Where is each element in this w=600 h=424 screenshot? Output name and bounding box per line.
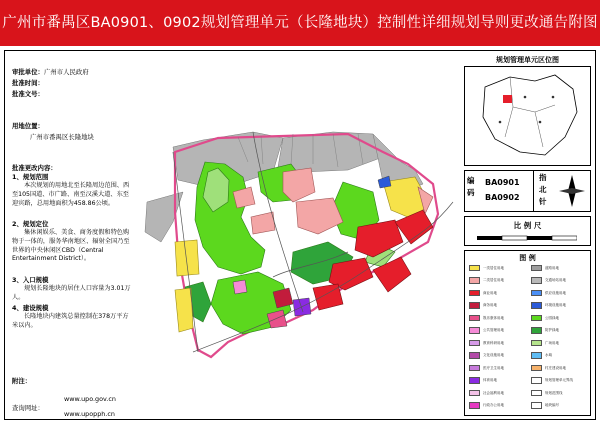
legend-swatch [531, 365, 542, 372]
legend-item [469, 315, 504, 321]
legend-label: 道路用地 [545, 265, 559, 270]
legend-swatch [469, 352, 480, 359]
change-1-text: 本次规划的用地北至长隆周边范围、西至105国道、市广路、南至汉溪大道、东至迎宾路，总用地面积为458.86公顷。 [12, 182, 130, 207]
legend-label: 广场用地 [545, 340, 559, 345]
code-1: BA0901 [485, 178, 520, 187]
legend-swatch [469, 390, 480, 397]
approval-date-label: 批准时间： [12, 79, 44, 87]
legend-item [531, 390, 563, 396]
legend-label: 交通场站用地 [545, 278, 566, 282]
legend-label: 文化设施用地 [483, 353, 504, 357]
legend-label: 教育科研用地 [483, 340, 504, 345]
change-3-title: 3、入口规模 [12, 276, 49, 284]
code-2: BA0902 [485, 193, 520, 202]
locator-map-box [464, 66, 591, 166]
legend-swatch [469, 402, 480, 409]
locator-highlight [503, 95, 512, 103]
change-2-text: 集休闲娱乐、美食、商务度假和特色购物于一体的，服务华南地区、辐射全国乃至世界的中央休闲区CBD（Central Entertainment District）。 [12, 229, 130, 263]
legend-label: 供应设施用地 [545, 290, 566, 295]
scale-label: 比 例 尺 [513, 221, 542, 230]
legend-swatch [531, 390, 542, 397]
legend-item [531, 278, 566, 284]
legend-item [469, 290, 497, 296]
legend-item [531, 353, 552, 359]
approval-org-row [12, 68, 89, 77]
scale-bar [477, 234, 577, 242]
locator-map [465, 67, 590, 165]
legend-swatch [531, 377, 542, 384]
legend-label: 娱乐康体用地 [483, 315, 504, 320]
legend-swatch [531, 277, 542, 284]
legend-swatch [469, 290, 480, 297]
legend-label: 地块编号 [545, 403, 559, 407]
legend-item [531, 265, 559, 271]
legend-title: 图 例 [519, 254, 536, 262]
legend-swatch [469, 302, 480, 309]
legend-label: 商业用地 [483, 290, 497, 295]
legend-item [469, 278, 504, 284]
legend-item [469, 340, 504, 346]
page-title: 广州市番禺区BA0901、0902规划管理单元（长隆地块）控制性详细规划导则更改通告附图 [0, 0, 600, 46]
legend-item [469, 403, 504, 409]
legend-label: 一类居住用地 [483, 265, 504, 270]
legend-label: 体育用地 [483, 378, 497, 382]
legend-swatch [531, 302, 542, 309]
legend-box [464, 250, 591, 416]
land-use-map[interactable] [133, 52, 458, 418]
legend-label: 水域 [545, 353, 552, 357]
legend-item [531, 303, 566, 309]
legend-swatch [469, 315, 480, 322]
legend-swatch [531, 265, 542, 272]
legend-item [469, 378, 497, 384]
approval-doc-label: 批准文号： [12, 90, 44, 98]
legend-swatch [531, 315, 542, 322]
site-label: 用地位置： [12, 122, 44, 130]
legend-label: 规划管理单元界线 [545, 378, 573, 382]
change-2-title: 2、规划定位 [12, 220, 49, 228]
note-label: 附注： [12, 377, 32, 385]
scale-box [464, 216, 591, 246]
legend-item [531, 315, 559, 321]
legend-item [469, 353, 504, 359]
legend-swatch [469, 365, 480, 372]
website-label: 查询网址： [12, 404, 44, 412]
legend-label: 规划范围线 [545, 390, 563, 395]
legend-item [531, 365, 566, 371]
legend-label: 商务用地 [483, 303, 497, 307]
changes-heading: 批准更改内容： [12, 164, 57, 172]
approval-org-label: 审批单位： [12, 68, 44, 76]
legend-swatch [531, 340, 542, 347]
legend-item [531, 340, 559, 346]
legend-swatch [469, 277, 480, 284]
legend-swatch [531, 290, 542, 297]
north-arrow-icon [557, 173, 587, 209]
legend-item [531, 378, 573, 384]
legend-item [469, 328, 504, 334]
legend-swatch [469, 377, 480, 384]
locator-title: 规划管理单元区位图 [496, 56, 559, 64]
legend-label: 行政办公用地 [483, 403, 504, 407]
legend-item [469, 390, 504, 396]
legend-swatch [469, 265, 480, 272]
website-2[interactable]: www.upopph.cn [64, 410, 115, 418]
legend-swatch [469, 327, 480, 334]
legend-item [469, 365, 504, 371]
change-1-title: 1、规划范围 [12, 173, 49, 181]
site-value: 广州市番禺区长隆地块 [30, 133, 94, 141]
north-label: 指 北 针 [539, 173, 547, 206]
legend-label: 二类居住用地 [483, 278, 504, 282]
code-label: 编 码 [467, 176, 475, 197]
legend-item [531, 290, 566, 296]
legend-item [531, 328, 559, 334]
legend-label: 社会福利用地 [483, 390, 504, 395]
legend-label: 公园绿地 [545, 315, 559, 320]
change-3-text: 规划长隆地块的居住人口容量为3.01万人。 [12, 285, 131, 301]
info-panel [6, 52, 132, 418]
legend-label: 医疗卫生用地 [483, 365, 504, 370]
legend-swatch [531, 327, 542, 334]
legend-swatch [531, 402, 542, 409]
legend-label: 防护绿地 [545, 328, 559, 332]
side-panel [461, 52, 594, 418]
website-1[interactable]: www.upo.gov.cn [64, 395, 116, 403]
code-north-box [464, 170, 591, 212]
legend-item [469, 265, 504, 271]
legend-label: 村庄建设用地 [545, 365, 566, 370]
legend-item [469, 303, 497, 309]
legend-label: 公共管理用地 [483, 328, 504, 332]
legend-label: 环境设施用地 [545, 303, 566, 307]
change-4-text: 长隆地块内建筑总量控制在378万平方米以内。 [12, 313, 129, 329]
legend-swatch [531, 352, 542, 359]
change-4-title: 4、建设规模 [12, 304, 49, 312]
approval-org-value: 广州市人民政府 [43, 68, 89, 76]
legend-item [531, 403, 559, 409]
legend-swatch [469, 340, 480, 347]
